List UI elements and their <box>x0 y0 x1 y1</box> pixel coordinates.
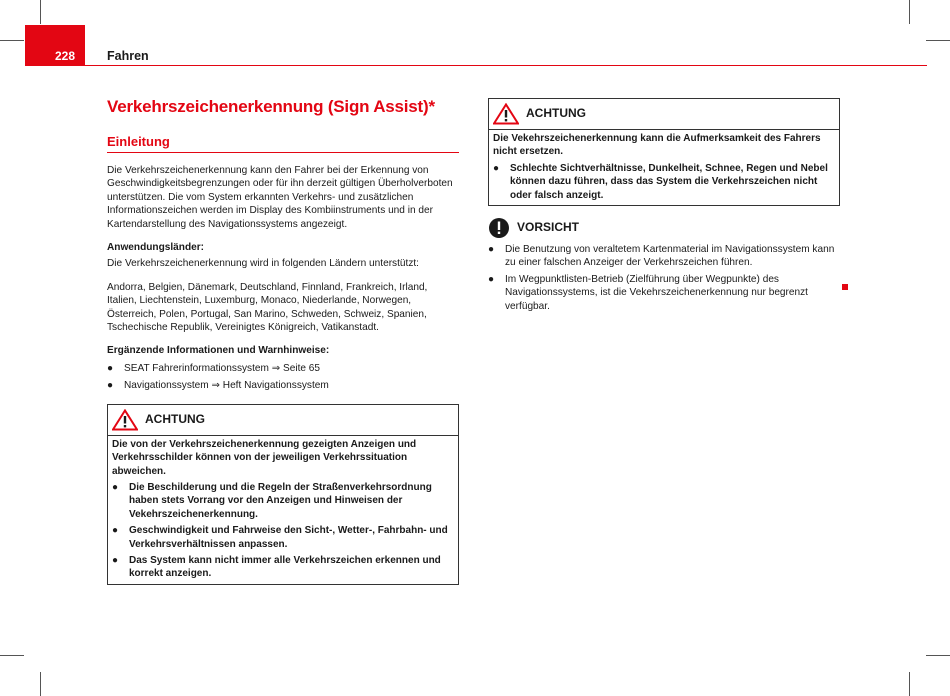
intro-paragraph: Die Verkehrszeichenerkennung kann den Fahrer bei der Erkennung von Geschwindigkeitsbegrenzungen oder für ihn derzeit gültigen Überholverboten unterstützen. Die vom System erkannten Verkehrs- und zusätzlichen Informationszeichen werden im Display des Kombiinstruments und in der Kartendarstellung des Navigationssystems angezeigt. <box>107 165 453 230</box>
warning-header <box>108 405 458 436</box>
warning-box <box>107 404 459 585</box>
warning-item-text: Geschwindigkeit und Fahrweise den Sicht-, Wetter-, Fahrbahn- und Verkehrsverhältnissen anpassen. <box>129 525 448 550</box>
bullet-icon: ● <box>112 554 119 566</box>
warning-triangle-icon <box>112 409 138 431</box>
caution-item-text: Im Wegpunktlisten-Betrieb (Zielführung über Wegpunkte) des Navigationssystems, ist die Vekehrszeichenerkennung nur begrenzt verfügbar. <box>505 273 808 312</box>
list-item <box>107 379 459 392</box>
bullet-icon: ● <box>107 362 114 374</box>
crop-mark <box>909 672 910 696</box>
warning-box <box>488 98 840 206</box>
bullet-icon: ● <box>112 481 119 493</box>
warning-lead: Die Vekehrszeichenerkennung kann die Aufmerksamkeit des Fahrers nicht ersetzen. <box>493 133 821 158</box>
left-column <box>107 96 459 585</box>
warning-body <box>108 436 458 584</box>
list-item <box>107 362 459 375</box>
crop-mark <box>0 40 24 41</box>
list-item <box>112 554 454 581</box>
list-item <box>112 481 454 521</box>
bullet-icon: ● <box>488 244 495 256</box>
warning-item-text: Das System kann nicht immer alle Verkehrszeichen erkennen und korrekt anzeigen. <box>129 554 441 580</box>
crop-mark <box>40 672 41 696</box>
countries-intro: Die Verkehrszeichenerkennung wird in folgenden Ländern unterstützt: <box>107 258 419 270</box>
warning-item-text: Schlechte Sichtverhältnisse, Dunkelheit, Schnee, Regen und Nebel können dazu führen, dass das System die Verkehrszeichen nicht oder falsch anzeigt. <box>510 162 828 201</box>
crop-mark <box>40 0 41 24</box>
warning-title: ACHTUNG <box>526 106 586 121</box>
list-item <box>488 243 840 270</box>
list-item <box>493 162 835 202</box>
warning-triangle-icon <box>493 103 519 125</box>
warning-body <box>489 130 839 205</box>
countries-list: Andorra, Belgien, Dänemark, Deutschland, Finnland, Frankreich, Irland, Italien, Liechtenstein, Luxemburg, Monaco, Niederlande, Norwegen, Österreich, Polen, Portugal, San Marino, Schweden, Schweiz, Spanien, Tschechische Republik, Vereinigtes Königreich, Vatikanstadt. <box>107 281 428 334</box>
crop-mark <box>926 40 950 41</box>
warning-item-text: Die Beschilderung und die Regeln der Straßenverkehrsordnung haben stets Vorrang vor den Anzeigen und Hinweisen der Vekehrszeichenerkennung. <box>129 481 432 520</box>
warning-title: ACHTUNG <box>145 411 205 426</box>
bullet-icon: ● <box>488 273 495 285</box>
caution-header <box>488 217 840 239</box>
section-heading: Einleitung <box>107 134 459 153</box>
crop-mark <box>0 655 24 656</box>
info-item-text: Navigationssystem ⇒ Heft Navigationssystem <box>124 380 329 392</box>
crop-mark <box>926 655 950 656</box>
section-end-marker <box>842 284 848 290</box>
caution-item-text: Die Benutzung von veraltetem Kartenmaterial im Navigationssystem kann zu einer falschen Anzeiger der Verkehrszeichen führen. <box>505 244 835 269</box>
section-title: Fahren <box>107 49 149 63</box>
countries-heading: Anwendungsländer: <box>107 242 205 254</box>
info-heading: Ergänzende Informationen und Warnhinweise: <box>107 345 330 357</box>
page-number: 228 <box>25 25 85 66</box>
warning-header <box>489 99 839 130</box>
page-title: Verkehrszeichenerkennung (Sign Assist)* <box>107 97 435 116</box>
bullet-icon: ● <box>493 162 500 174</box>
bullet-icon: ● <box>112 525 119 537</box>
bullet-icon: ● <box>107 380 114 392</box>
info-item-text: SEAT Fahrerinformationssystem ⇒ Seite 65 <box>124 362 321 374</box>
warning-lead: Die von der Verkehrszeichenerkennung gezeigten Anzeigen und Verkehrsschilder können von der jeweiligen Verkehrssituation abweichen. <box>112 438 417 477</box>
list-item <box>488 273 840 313</box>
caution-circle-icon <box>488 217 510 239</box>
caution-title: VORSICHT <box>517 220 580 235</box>
list-item <box>112 524 454 551</box>
header-rule <box>85 65 927 66</box>
right-column <box>488 98 840 313</box>
crop-mark <box>909 0 910 24</box>
